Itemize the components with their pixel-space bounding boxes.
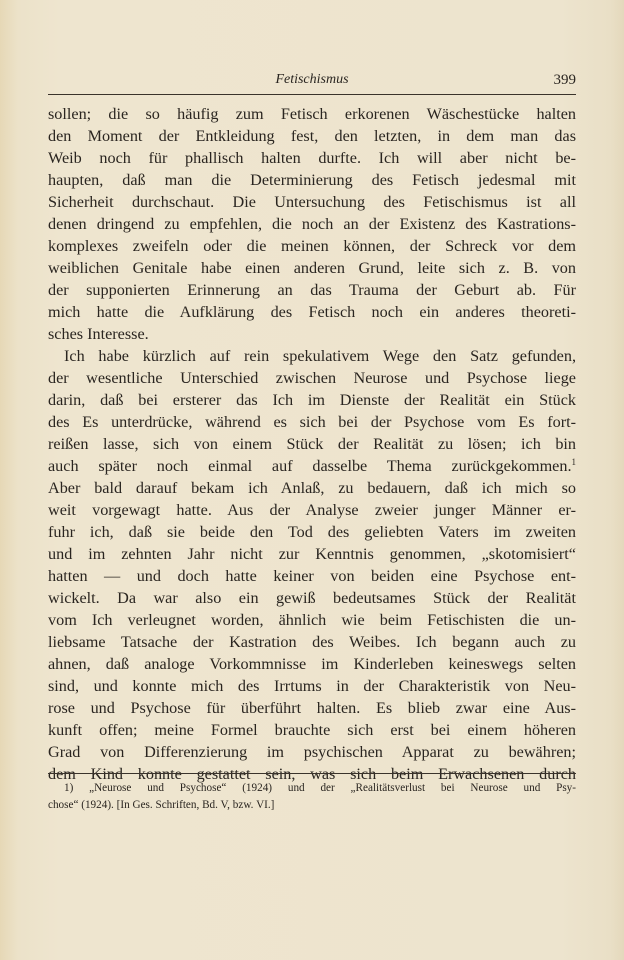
body-text bbox=[48, 103, 576, 785]
footnote bbox=[48, 780, 576, 814]
text-line: fuhr ich, daß sie beide den Tod des geliebten Vaters im zweiten bbox=[48, 523, 576, 541]
text-line: sches Interesse. bbox=[48, 325, 149, 343]
running-title: Fetischismus bbox=[275, 72, 349, 87]
footnote-rule bbox=[48, 773, 576, 774]
text-line: mich hatte die Aufklärung des Fetisch noch ein anderes theoreti- bbox=[48, 303, 576, 321]
text-line: Aber bald darauf bekam ich Anlaß, zu bedauern, daß ich mich so bbox=[48, 479, 576, 497]
text-line: wickelt. Da war also ein gewiß bedeutsames Stück der Realität bbox=[48, 589, 576, 607]
text-line: sollen; die so häufig zum Fetisch erkorenen Wäschestücke halten bbox=[48, 105, 576, 123]
text-line: rose und Psychose für überführt halten. Es blieb zwar eine Aus- bbox=[48, 699, 576, 717]
text-line: kunft offen; meine Formel brauchte sich erst bei einem höheren bbox=[48, 721, 576, 739]
text-line: weit vorgewagt hatte. Aus der Analyse zweier junger Männer er- bbox=[48, 501, 576, 519]
text-line: reißen lasse, sich von einem Stück der Realität zu lösen; ich bin bbox=[48, 435, 576, 453]
text-line-content: auch später noch einmal auf dasselbe Thema zurückgekommen. bbox=[48, 457, 572, 475]
header-rule bbox=[48, 94, 576, 95]
text-line-with-footnote-ref bbox=[48, 455, 576, 477]
text-line: und im zehnten Jahr nicht zur Kenntnis genommen, „skotomisiert“ bbox=[48, 545, 576, 563]
footnote-line: 1) „Neurose und Psychose“ (1924) und der „Realitätsverlust bei Neurose und Psy- bbox=[64, 782, 576, 794]
text-line: weiblichen Genitale habe einen anderen Grund, leite sich z. B. von bbox=[48, 259, 576, 277]
text-line: ahnen, daß analoge Vorkommnisse im Kinderleben keineswegs selten bbox=[48, 655, 576, 673]
text-line: der wesentliche Unterschied zwischen Neurose und Psychose liege bbox=[48, 369, 576, 387]
text-line: hatten — und doch hatte keiner von beiden eine Psychose ent- bbox=[48, 567, 576, 585]
text-line: den Moment der Entkleidung fest, den letzten, in dem man das bbox=[48, 127, 576, 145]
paragraph-first-line: Ich habe kürzlich auf rein spekulativem Wege den Satz gefunden, bbox=[64, 347, 576, 365]
text-line: dem Kind konnte gestattet sein, was sich beim Erwachsenen durch bbox=[48, 765, 576, 783]
text-line: haupten, daß man die Determinierung des Fetisch jedesmal mit bbox=[48, 171, 576, 189]
text-line: vom Ich verleugnet worden, ähnlich wie beim Fetischisten die un- bbox=[48, 611, 576, 629]
footnote-reference: 1 bbox=[571, 457, 576, 467]
text-line: des Es unterdrücke, während es sich bei der Psychose vom Es fort- bbox=[48, 413, 576, 431]
text-line: denen dringend zu empfehlen, die noch an der Existenz des Kastrations- bbox=[48, 215, 576, 233]
text-line: darin, daß bei ersterer das Ich im Dienste der Realität ein Stück bbox=[48, 391, 576, 409]
text-line: Grad von Differenzierung im psychischen Apparat zu bewähren; bbox=[48, 743, 576, 761]
text-line: liebsame Tatsache der Kastration des Weibes. Ich begann auch zu bbox=[48, 633, 576, 651]
text-line: der supponierten Erinnerung an das Trauma der Geburt ab. Für bbox=[48, 281, 576, 299]
page-number: 399 bbox=[553, 72, 576, 88]
text-line: sind, und konnte mich des Irrtums in der Charakteristik von Neu- bbox=[48, 677, 576, 695]
text-line: Weib noch für phallisch halten durfte. Ich will aber nicht be- bbox=[48, 149, 576, 167]
running-head bbox=[48, 72, 576, 92]
footnote-line: chose“ (1924). [In Ges. Schriften, Bd. V, bzw. VI.] bbox=[48, 799, 275, 811]
text-line: komplexes zweifeln oder die meinen können, der Schreck vor dem bbox=[48, 237, 576, 255]
text-line: Sicherheit durchschaut. Die Untersuchung des Fetischismus ist all bbox=[48, 193, 576, 211]
